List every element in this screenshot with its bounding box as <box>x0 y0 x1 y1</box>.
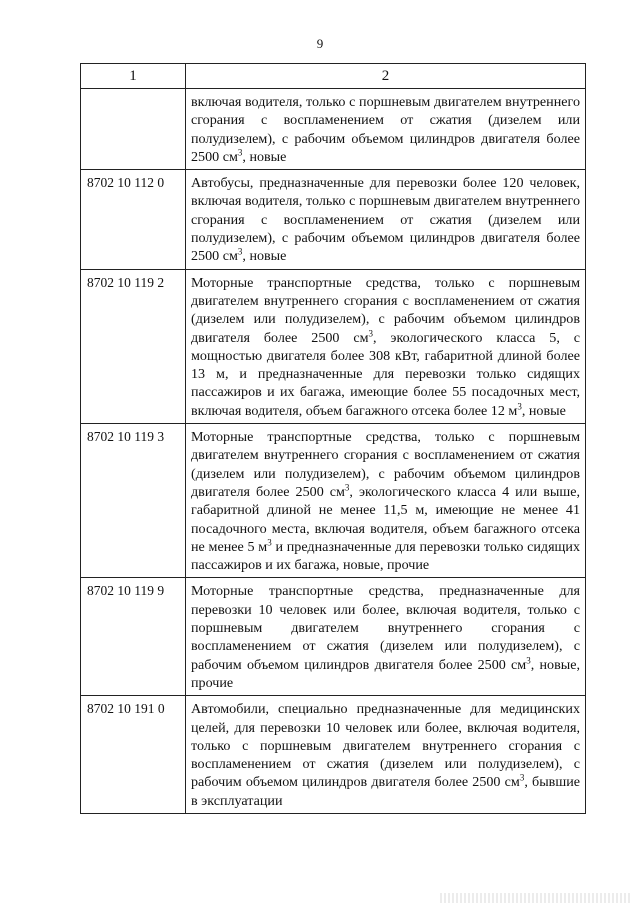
description-text-continued: , экологического класса 5, с мощностью двигателя более 308 кВт, габаритной длиной более 13 м, и предназначенные для перевозки только сидящих пассажиров и их багажа, имеющие более 55 посадочных мест, включая водителя, объем багажного отсека более 12 м <box>191 329 580 419</box>
row-code: 8702 10 119 3 <box>81 424 186 578</box>
row-description <box>186 578 586 696</box>
description-text-continued: , бывшие в эксплуатации <box>191 774 580 809</box>
row-description <box>186 269 586 423</box>
page-number: 9 <box>316 36 324 51</box>
table-header-row <box>81 64 586 89</box>
description-text-end: , новые <box>521 402 566 419</box>
column-header-1: 1 <box>81 64 186 89</box>
row-description <box>186 424 586 578</box>
description-text-continued: , новые <box>242 248 287 265</box>
row-code: 8702 10 191 0 <box>81 696 186 814</box>
superscript: 3 <box>526 654 531 665</box>
table-row <box>81 424 586 578</box>
description-text-continued: , новые <box>242 148 287 165</box>
row-code <box>81 89 186 170</box>
superscript: 3 <box>519 772 525 783</box>
table-row <box>81 696 586 814</box>
superscript: 3 <box>267 537 272 548</box>
table-row <box>81 578 586 696</box>
description-text: включая водителя, только с поршневым двигателем внутреннего сгорания с воспламенением от сжатия (дизелем или полудизелем), с рабочим объемом цилиндров двигателя более 2500 см <box>191 94 580 165</box>
description-text: Автобусы, предназначенные для перевозки более 120 человек, включая водителя, только с поршневым двигателем внутреннего сгорания с воспламенением от сжатия (дизелем или полудизелем), с рабочим объемом цилиндров двигателя более 2500 см <box>191 175 580 265</box>
table-row <box>81 170 586 269</box>
description-text: Моторные транспортные средства, предназначенные для перевозки 10 человек или более, включая водителя, только с поршневым двигателем внутреннего сгорания с воспламенением от сжатия (дизелем или полудизелем), с рабочим объемом цилиндров двигателя более 2500 см <box>191 583 580 673</box>
table-row <box>81 269 586 423</box>
row-description <box>186 696 586 814</box>
superscript: 3 <box>237 147 243 158</box>
description-text-end: и предназначенные для перевозки только сидящих пассажиров и их багажа, новые, прочие <box>191 538 580 574</box>
customs-code-table <box>80 63 586 814</box>
row-description <box>186 89 586 170</box>
column-header-2: 2 <box>186 64 586 89</box>
description-text: Моторные транспортные средства, только с поршневым двигателем внутреннего сгорания с воспламенением от сжатия (дизелем или полудизелем), с рабочим объемом цилиндров двигателя более 2500 см <box>191 429 580 500</box>
description-text: Моторные транспортные средства, только с поршневым двигателем внутреннего сгорания с воспламенением от сжатия (дизелем или полудизелем), с рабочим объемом цилиндров двигателя более 2500 см <box>191 274 580 346</box>
superscript: 3 <box>344 482 350 493</box>
row-code: 8702 10 112 0 <box>81 170 186 269</box>
scan-artifact <box>440 893 630 903</box>
superscript: 3 <box>237 246 243 257</box>
superscript: 3 <box>368 327 374 338</box>
description-text-continued: , экологического класса 4 или выше, габаритной длиной не менее 11,5 м, имеющие не менее 41 посадочного места, включая водителя, объем багажного отсека не менее 5 м <box>191 483 580 555</box>
description-text-continued: , новые, прочие <box>191 656 580 691</box>
row-code: 8702 10 119 9 <box>81 578 186 696</box>
row-code: 8702 10 119 2 <box>81 269 186 423</box>
table-row <box>81 89 586 170</box>
row-description <box>186 170 586 269</box>
superscript: 3 <box>517 401 522 412</box>
description-text: Автомобили, специально предназначенные для медицинских целей, для перевозки 10 человек или более, включая водителя, только с поршневым двигателем внутреннего сгорания с воспламенением от сжатия (дизелем или полудизелем), с рабочим объемом цилиндров двигателя более 2500 см <box>191 701 580 791</box>
